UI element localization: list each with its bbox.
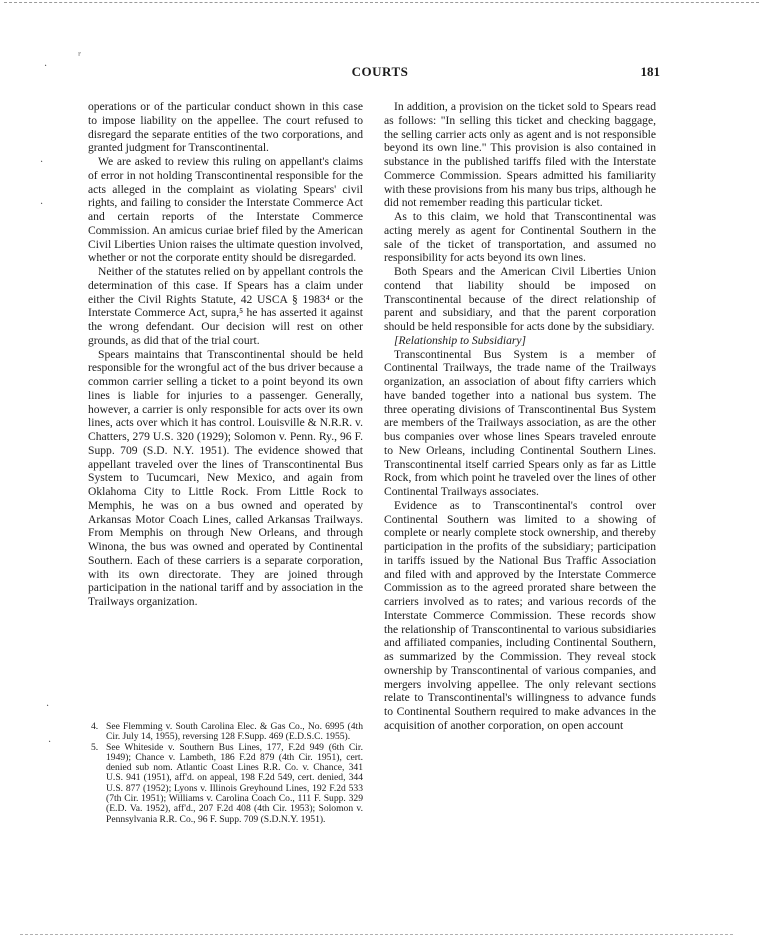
paragraph: As to this claim, we hold that Transcontinental was acting merely as agent for Continental Southern in the sale of the ticket of transportation, and assumed no responsibility for acts beyond its own lines. [384,210,656,265]
page-number: 181 [640,64,660,79]
footnote-number: 5. [91,741,99,753]
scan-speck: ʳ [78,51,82,62]
right-column [384,100,656,733]
footnote [88,722,363,743]
footnote-text: See Flemming v. South Carolina Elec. & Gas Co., No. 6995 (4th Cir. July 14, 1955), reversing 128 F.Supp. 469 (E.D.S.C. 1955). [106,721,363,743]
footnote-text: See Whiteside v. Southern Bus Lines, 177, F.2d 949 (6th Cir. 1949); Chance v. Lambeth, 186 F.2d 879 (4th Cir. 1951), cert. denied sub nom. Atlantic Coast Lines R.R. Co. v. Chance, 341 U.S. 941 (1951), aff'd. on appeal, 198 F.2d 549, cert. denied, 344 U.S. 877 (1952); Lyons v. Illinois Greyhound Lines, 192 F.2d 533 (7th Cir. 1951); Williams v. Carolina Coach Co., 111 F. Supp. 329 (E.D. Va. 1952), aff'd., 207 F.2d 408 (4th Cir. 1953); Solomon v. Pennsylvania R.R. Co., 96 F. Supp. 709 (S.D.N.Y. 1951). [106,741,363,825]
paragraph: Neither of the statutes relied on by appellant controls the determination of this case. If Spears has a claim under either the Civil Rights Statute, 42 USCA § 1983⁴ or the Interstate Commerce Act, supra,⁵ he has asserted it against the wrong defendant. Our decision will rest on other grounds, as did that of the trial court. [88,265,363,347]
scan-edge-top [4,2,759,3]
paragraph: Transcontinental Bus System is a member of Continental Trailways, the trade name of the Trailways organization, an association of about fifty carriers which have banded together into a national bus system. The three operating divisions of Transcontinental Bus System are members of the Trailways association, as are the other bus companies over whose lines Spears traveled enroute to New Orleans, including Continental Southern Lines. Transcontinental itself carried Spears only as far as Little Rock, from which point he traveled over the lines of other Continental Trailways associates. [384,347,656,498]
footnote [88,743,363,825]
scan-edge-bottom [20,934,733,935]
paragraph: Both Spears and the American Civil Liberties Union contend that liability should be imposed on Transcontinental because of the direct relationship of parent and subsidiary, and that the parent corporation should be held responsible for acts done by the subsidiary. [384,265,656,333]
scan-speck: · [44,61,48,72]
scan-speck: · [48,737,52,748]
paragraph: We are asked to review this ruling on appellant's claims of error in not holding Transcontinental responsible for the acts alleged in the complaint as violating Spears' civil rights, and failing to consider the Interstate Commerce Act and certain reports of the Interstate Commerce Commission. An amicus curiae brief filed by the American Civil Liberties Union raises the ultimate question involved, whether or not the corporate entity should be disregarded. [88,155,363,265]
scan-speck: · [40,199,44,210]
paragraph: In addition, a provision on the ticket sold to Spears read as follows: "In selling this ticket and checking baggage, the selling carrier acts only as agent and is not responsible beyond its own line." This provision is also contained in substance in the published tariffs filed with the Interstate Commerce Commission. Spears admitted his familiarity with these provisions from his many bus trips, although he did not remember reading this particular ticket. [384,100,656,210]
footnote-number: 4. [91,721,99,732]
paragraph: operations or of the particular conduct shown in this case to impose liability on the appellee. The court refused to disregard the separate entities of the two corporations, and granted judgment for Transcontinental. [88,100,363,155]
running-header-title: COURTS [351,64,409,79]
section-heading: [Relationship to Subsidiary] [394,333,527,347]
paragraph: Evidence as to Transcontinental's control over Continental Southern was limited to a showing of complete or nearly complete stock ownership, and thereby participation in the profits of the subsidiary; participation in tariffs issued by the National Bus Traffic Association and filed with and approved by the Interstate Commerce Commission as to the agreed prorated share between the carriers involved as to rates; and various records of the Interstate Commerce Commission. These records show the relationship of Transcontinental to various subsidiaries and affiliated companies, including Continental Southern, as summarized by the Commission. They reveal stock ownership by Transcontinental of various companies, and mergers involving appellee. The only relevant sections relate to Transcontinental's willingness to advance funds to Continental Southern required to make advances in the acquisition of another corporation, on open account [384,498,656,732]
left-column [88,100,363,609]
paragraph: Spears maintains that Transcontinental should be held responsible for the wrongful act of the bus driver because a common carrier selling a ticket to a point beyond its own lines is liable for injuries to a passenger. Generally, however, a carrier is only responsible for acts over its own lines, acts over which it has control. Louisville & N.R.R. v. Chatters, 279 U.S. 320 (1929); Solomon v. Penn. Ry., 96 F. Supp. 709 (S.D. N.Y. 1951). The evidence showed that appellant traveled over the lines of Transcontinental Bus System to Tucumcari, New Mexico, and again from Oklahoma City to Little Rock. From Little Rock to Memphis, he was on a bus owned and operated by Arkansas Motor Coach Lines, called Arkansas Trailways. From Memphis on through New Orleans, and through Winona, the bus was owned and operated by Continental Southern. Each of these carriers is a separate corporation, with its own directorate. They are joined through participation in the national tariff and by association in the Trailways organization. [88,347,363,608]
footnotes [88,722,363,825]
scan-speck: · [40,157,44,168]
scan-speck: · [46,701,50,712]
